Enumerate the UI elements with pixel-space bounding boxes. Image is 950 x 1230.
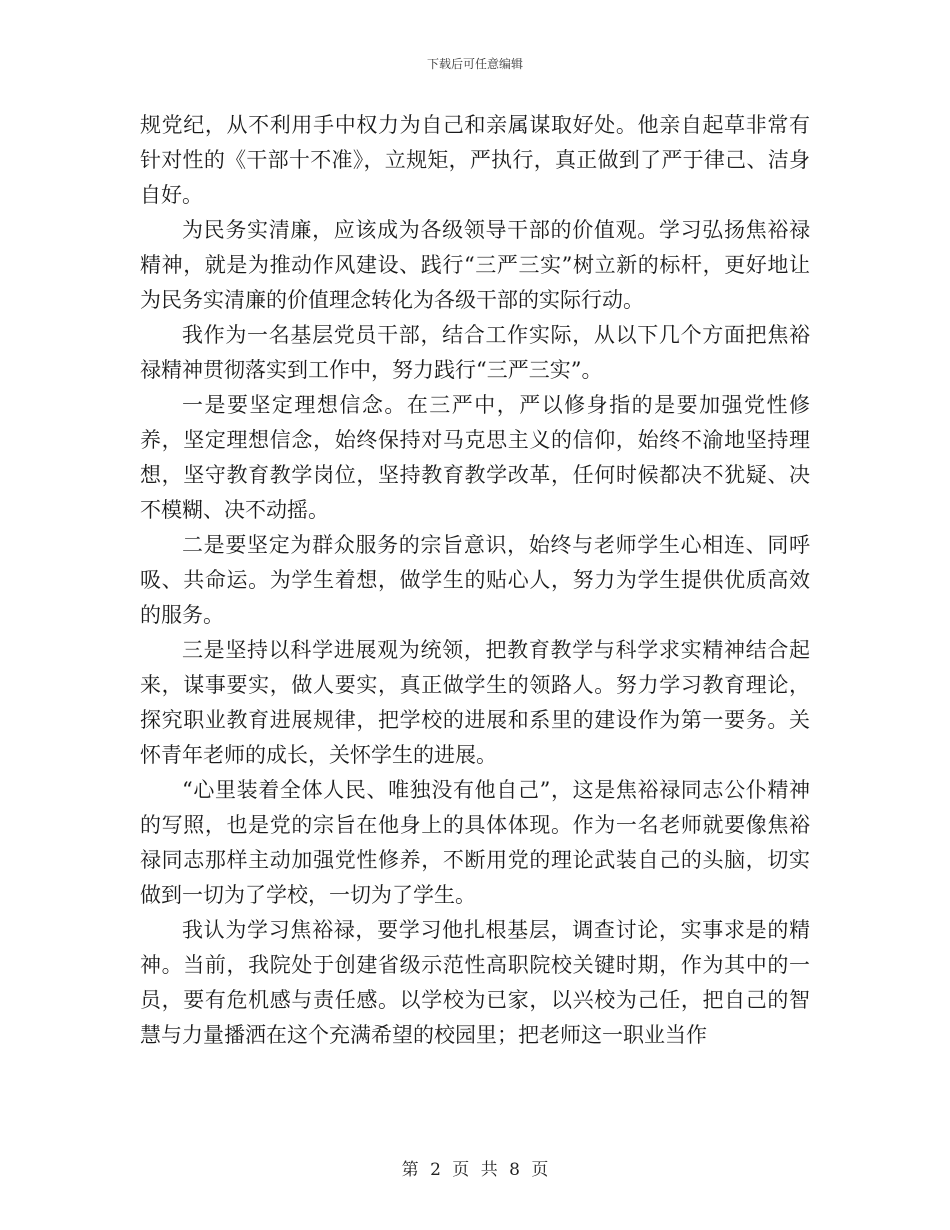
paragraph: 我认为学习焦裕禄，要学习他扎根基层，调查讨论，实事求是的精神。当前，我院处于创建省级示范性高职院校关键时期，作为其中的一员，要有危机感与责任感。以学校为已家，以兴校为己任，把自己的智慧与力量播洒在这个充满希望的校园里；把老师这一职业当作 (140, 918, 810, 1047)
paragraph: 二是要坚定为群众服务的宗旨意识，始终与老师学生心相连、同呼吸、共命运。为学生着想，做学生的贴心人，努力为学生提供优质高效的服务。 (140, 533, 810, 627)
paragraph: “心里装着全体人民、唯独没有他自己”，这是焦裕禄同志公仆精神的写照，也是党的宗旨在他身上的具体体现。作为一名老师就要像焦裕禄同志那样主动加强党性修养，不断用党的理论武装自己的头脑，切实做到一切为了学校，一切为了学生。 (140, 778, 810, 907)
page-header: 下载后可任意编辑 (426, 57, 523, 71)
document-body (140, 108, 810, 1053)
paragraph: 一是要坚定理想信念。在三严中，严以修身指的是要加强党性修养，坚定理想信念，始终保持对马克思主义的信仰，始终不渝地坚持理想，坚守教育教学岗位，坚持教育教学改革，任何时候都决不犹疑、决不模糊、决不动摇。 (140, 393, 810, 522)
paragraph: 我作为一名基层党员干部，结合工作实际，从以下几个方面把焦裕禄精神贯彻落实到工作中，努力践行“三严三实”。 (140, 323, 810, 382)
paragraph: 为民务实清廉，应该成为各级领导干部的价值观。学习弘扬焦裕禄精神，就是为推动作风建设、践行“三严三实”树立新的标杆，更好地让为民务实清廉的价值理念转化为各级干部的实际行动。 (140, 218, 810, 312)
paragraph: 三是坚持以科学进展观为统领，把教育教学与科学求实精神结合起来，谋事要实，做人要实，真正做学生的领路人。努力学习教育理论，探究职业教育进展规律，把学校的进展和系里的建设作为第一要务。关怀青年老师的成长，关怀学生的进展。 (140, 638, 810, 767)
page-footer: 第 2 页 共 8 页 (401, 1160, 549, 1180)
paragraph-continuation: 规党纪，从不利用手中权力为自己和亲属谋取好处。他亲自起草非常有针对性的《干部十不准》，立规矩，严执行，真正做到了严于律己、洁身自好。 (140, 113, 810, 207)
